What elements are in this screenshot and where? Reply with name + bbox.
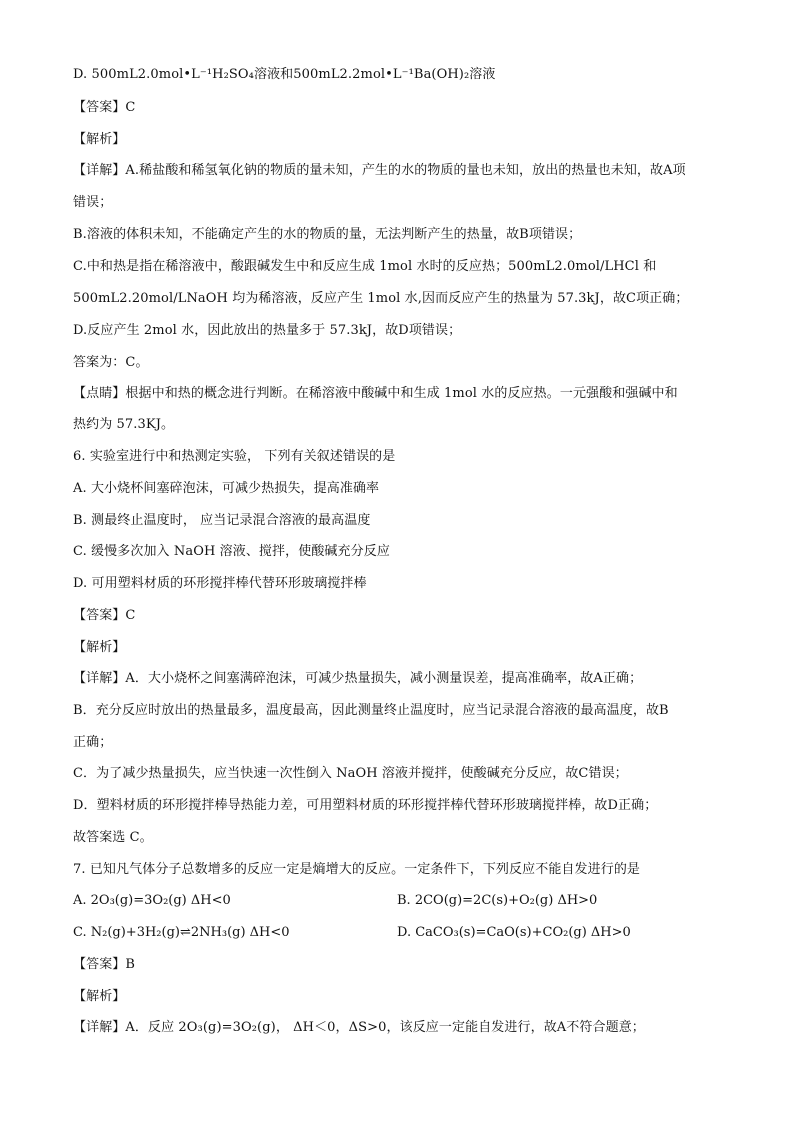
text-line: 【详解】A．反应 2O₃(g)=3O₂(g)， ΔH＜0，ΔS>0，该反应一定能自发进行，故A不符合题意； [73,1020,645,1035]
analysis-label: 【解析】 [73,989,126,1004]
text-line: 错误； [73,195,113,210]
option-c: C. N₂(g)+3H₂(g)⇌2NH₃(g) ΔH<0 [73,925,290,940]
text-line: D．塑料材质的环形搅拌棒导热能力差，可用塑料材质的环形搅拌棒代替环形玻璃搅拌棒，故D正确； [73,798,658,813]
option-a: A. 2O₃(g)=3O₂(g) ΔH<0 [73,893,231,908]
answer-label: 【答案】B [73,957,136,972]
option-b: B. 测最终止温度时， 应当记录混合溶液的最高温度 [73,513,371,528]
text-line: B.溶液的体积未知，不能确定产生的水的物质的量，无法判断产生的热量，故B项错误； [73,227,582,242]
analysis-label: 【解析】 [73,640,126,655]
options-row [73,893,733,909]
option-d: D. 可用塑料材质的环形搅拌棒代替环形玻璃搅拌棒 [73,576,367,591]
text-line: C．为了减少热量损失，应当快速一次性倒入 NaOH 溶液并搅拌，使酸碱充分反应，故C错误； [73,766,628,781]
text-line: 正确； [73,735,113,750]
option-b: B. 2CO(g)=2C(s)+O₂(g) ΔH>0 [397,893,598,908]
option-d: D. CaCO₃(s)=CaO(s)+CO₂(g) ΔH>0 [397,925,631,940]
text-line: B．充分反应时放出的热量最多，温度最高，因此测量终止温度时，应当记录混合溶液的最高温度，故B [73,703,669,718]
text-line: 答案为：C。 [73,355,149,370]
text-line: 【详解】A.稀盐酸和稀氢氧化钠的物质的量未知，产生的水的物质的量也未知，放出的热量也未知，故A项 [73,163,686,178]
answer-label: 【答案】C [73,100,136,115]
text-line: 【点睛】根据中和热的概念进行判断。在稀溶液中酸碱中和生成 1mol 水的反应热。一元强酸和强碱中和 [73,386,678,401]
option-a: A. 大小烧杯间塞碎泡沫，可减少热损失，提高准确率 [73,481,380,496]
options-row [73,925,733,941]
question-6: 6. 实验室进行中和热测定实验， 下列有关叙述错误的是 [73,449,396,464]
answer-label: 【答案】C [73,608,136,623]
text-line: D. 500mL2.0mol•L⁻¹H₂SO₄溶液和500mL2.2mol•L⁻¹Ba(OH)₂溶液 [73,67,496,82]
text-line: D.反应产生 2mol 水，因此放出的热量多于 57.3kJ，故D项错误； [73,323,462,338]
analysis-label: 【解析】 [73,132,126,147]
question-7: 7. 已知凡气体分子总数增多的反应一定是熵增大的反应。一定条件下，下列反应不能自发进行的是 [73,862,641,877]
text-line: 500mL2.20mol/LNaOH 均为稀溶液，反应产生 1mol 水,因而反应产生的热量为 57.3kJ，故C项正确； [73,291,689,306]
text-line: 热约为 57.3KJ。 [73,417,175,432]
text-line: C.中和热是指在稀溶液中，酸跟碱发生中和反应生成 1mol 水时的反应热；500mL2.0mol/LHCl 和 [73,259,657,274]
option-c: C. 缓慢多次加入 NaOH 溶液、搅拌，使酸碱充分反应 [73,544,390,559]
text-line: 故答案选 C。 [73,830,153,845]
text-line: 【详解】A．大小烧杯之间塞满碎泡沫，可减少热量损失，减小测量误差，提高准确率，故A正确； [73,671,643,686]
